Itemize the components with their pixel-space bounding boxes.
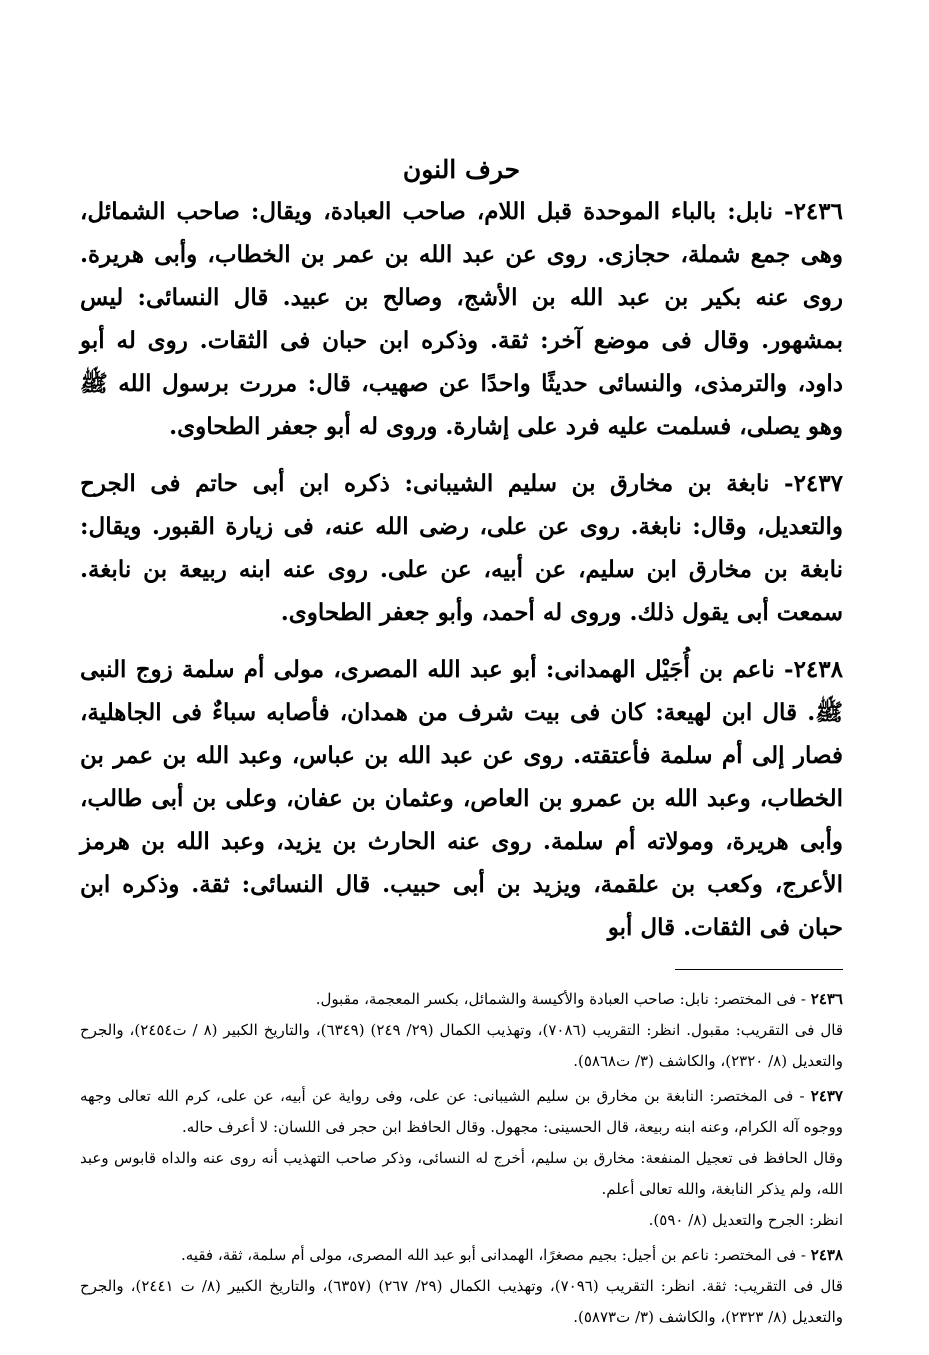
footnote — [80, 984, 843, 1077]
footnote-line: وقال الحافظ فى تعجيل المنفعة: مخارق بن سليم، أخرج له النسائى، وذكر صاحب التهذيب أنه روى عنه والداه قابوس وعبد الله، ولم يذكر النابغة، والله تعالى أعلم. — [80, 1149, 843, 1198]
entry-dash: - — [769, 470, 794, 497]
footnote-number: ٢٤٣٧ — [810, 1087, 843, 1105]
entry-text: نابغة بن مخارق بن سليم الشيبانى: ذكره ابن أبى حاتم فى الجرح والتعديل، وقال: نابغة. روى عن على، رضى الله عنه، فى زيارة القبور. ويقال: نابغة بن مخارق ابن سليم، عن أبيه، عن على. روى عنه ابنه ربيعة بن نابغة. سمعت أبى يقول ذلك. وروى له أحمد، وأبو جعفر الطحاوى. — [80, 470, 843, 626]
footnote-line: انظر: الجرح والتعديل (٨/ ٥٩٠). — [648, 1211, 843, 1229]
footnote-line: قال فى التقريب: مقبول. انظر: التقريب (٧٠٨٦)، وتهذيب الكمال (٢٩/ ٢٤٩) (٦٣٤٩)، والتاريخ الكبير (٨ / ت٢٤٥٤)، والجرح والتعديل (٨/ ٢٣٢٠)، والكاشف (٣/ ت٥٨٦٨). — [80, 1021, 844, 1070]
entry-text: ناعم بن أُجَيْل الهمدانى: أبو عبد الله المصرى، مولى أم سلمة زوج النبى ﷺ. قال ابن لهيعة: كان فى بيت شرف من همدان، فأصابه سباءٌ فى الجاهلية، فصار إلى أم سلمة فأعتقته. روى عن عبد الله بن عباس، وعبد الله بن عمر بن الخطاب، وعبد الله بن عمرو بن العاص، وعثمان بن عفان، وعلى بن أبى طالب، وأبى هريرة، ومولاته أم سلمة. روى عنه الحارث بن يزيد، وعبد الله بن هرمز الأعرج، وكعب بن علقمة، ويزيد بن أبى حبيب. قال النسائى: ثقة. وذكره ابن حبان فى الثقات. قال أبو — [80, 656, 843, 941]
footnote-number: ٢٤٣٨ — [810, 1246, 843, 1264]
page — [80, 150, 843, 1337]
footnote-divider — [675, 969, 843, 970]
entry-text: نابل: بالباء الموحدة قبل اللام، صاحب العبادة، ويقال: صاحب الشمائل، وهى جمع شملة، حجازى. روى عن عبد الله بن عمر بن الخطاب، وأبى هريرة. روى عنه بكير بن عبد الله بن الأشج، وصالح بن عبيد. قال النسائى: ليس بمشهور. وقال فى موضع آخر: ثقة. وذكره ابن حبان فى الثقات. روى له أبو داود، والترمذى، والنسائى حديثًا واحدًا عن صهيب، قال: مررت برسول الله ﷺ وهو يصلى، فسلمت عليه فرد على إشارة. وروى له أبو جعفر الطحاوى. — [80, 198, 843, 440]
entry-number: ٢٤٣٧ — [793, 470, 843, 497]
entry-number: ٢٤٣٨ — [793, 656, 843, 683]
footnote-number: ٢٤٣٦ — [810, 990, 843, 1008]
chapter-title: حرف النون — [402, 155, 521, 184]
footnote — [80, 1081, 843, 1236]
entry-number: ٢٤٣٦ — [793, 198, 843, 225]
entry — [80, 462, 843, 634]
entry — [80, 190, 843, 448]
entry-dash: - — [772, 198, 794, 225]
footnote — [80, 1240, 843, 1333]
footnote-line: قال فى التقريب: ثقة. انظر: التقريب (٧٠٩٦)، وتهذيب الكمال (٢٩/ ٢٦٧) (٦٣٥٧)، والتاريخ الكبير (٨/ ت ٢٤٤١)، والجرح والتعديل (٨/ ٢٣٢٣)، والكاشف (٣/ ت٥٨٧٣). — [80, 1277, 843, 1326]
footnote-line: ٢٤٣٦ - فى المختصر: نابل: صاحب العبادة والأكيسة والشمائل، بكسر المعجمة، مقبول. — [315, 990, 843, 1008]
footnote-line: ٢٤٣٧ - فى المختصر: النابغة بن مخارق بن سليم الشيبانى: عن على، وفى رواية عن أبيه، عن على، كرم الله تعالى وجهه ووجوه آله الكرام، وعنه ابنه ربيعة، قال الحسينى: مجهول. وقال الحافظ ابن حجر فى اللسان: لا أعرف حاله. — [80, 1087, 843, 1136]
entry-dash: - — [774, 656, 794, 683]
footnote-line: ٢٤٣٨ - فى المختصر: ناعم بن أجيل: بجيم مصغرًا، الهمدانى أبو عبد الله المصرى، مولى أم سلمة، ثقة، فقيه. — [181, 1246, 843, 1264]
entry — [80, 648, 843, 949]
